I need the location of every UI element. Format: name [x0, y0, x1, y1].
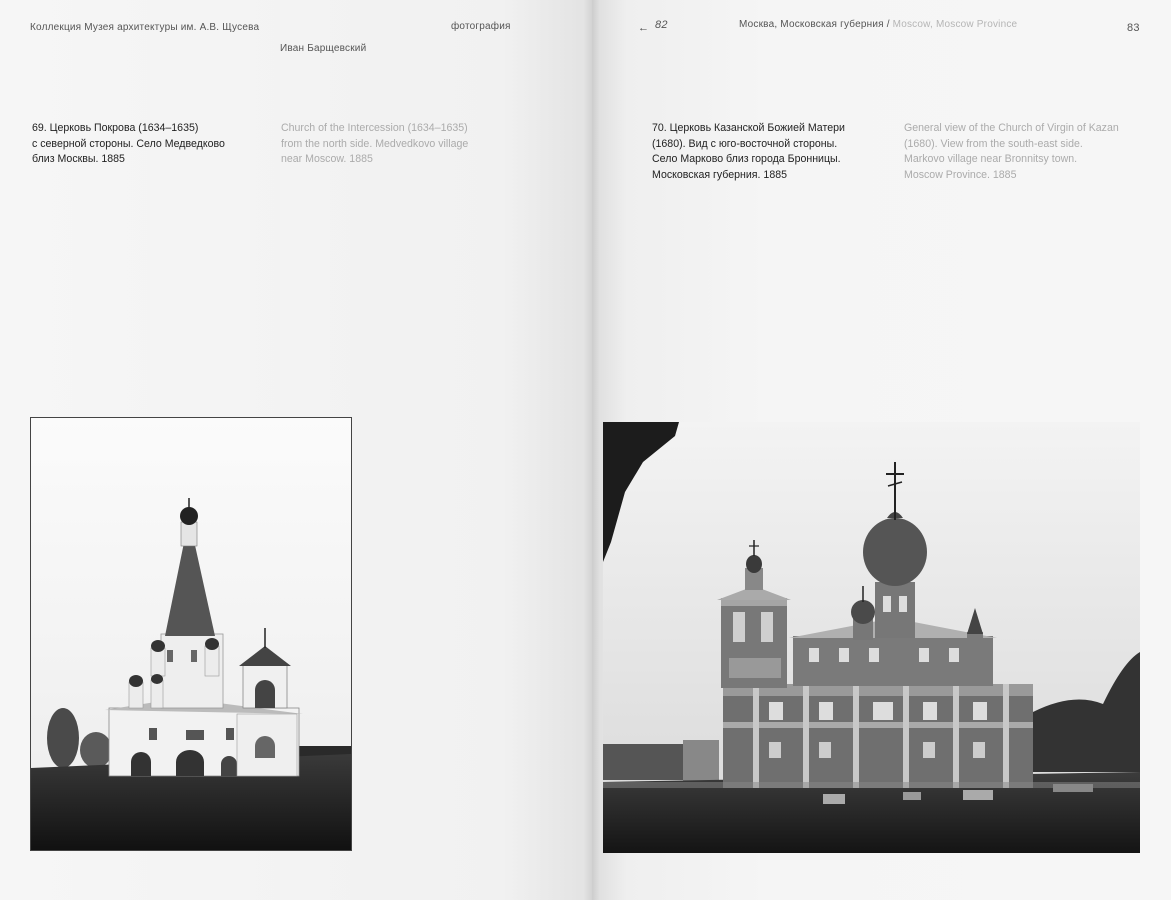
- running-header-collection: Коллекция Музея архитектуры им. А.В. Щусева: [30, 22, 260, 33]
- caption-line: Markovo village near Bronnitsy town.: [904, 153, 1078, 165]
- caption-line: (1680). Вид с юго-восточной стороны.: [652, 137, 838, 150]
- caption-69-en: [281, 121, 511, 168]
- caption-line: General view of the Church of Virgin of Kazan: [904, 122, 1119, 134]
- region-en: Moscow, Moscow Province: [892, 19, 1018, 30]
- caption-line: Московская губерния. 1885: [652, 168, 787, 181]
- caption-70-en: [904, 121, 1124, 183]
- book-gutter: [584, 0, 600, 900]
- region-ru: Москва, Московская губерния: [739, 19, 884, 30]
- page-number-left: 82: [655, 19, 668, 31]
- page-number-right: 83: [1127, 22, 1140, 34]
- region-separator: /: [883, 19, 893, 30]
- caption-line: Село Марково близ города Бронницы.: [652, 153, 841, 165]
- caption-70-ru: [652, 121, 888, 183]
- caption-line: 69. Церковь Покрова (1634–1635): [32, 122, 199, 134]
- church-intercession-image: [31, 418, 351, 850]
- running-header-region: [739, 19, 1017, 30]
- running-header-author: Иван Барщевский: [280, 43, 367, 54]
- caption-line: (1680). View from the south-east side.: [904, 137, 1083, 150]
- caption-line: from the north side. Medvedkovo village: [281, 137, 469, 150]
- caption-line: близ Москвы. 1885: [32, 153, 125, 165]
- caption-line: near Moscow. 1885: [281, 153, 373, 165]
- caption-69-ru: [32, 121, 262, 168]
- arrow-left-icon: ←: [638, 22, 650, 34]
- caption-line: Moscow Province. 1885: [904, 168, 1017, 181]
- caption-line: 70. Церковь Казанской Божией Матери: [652, 122, 845, 134]
- caption-line: с северной стороны. Село Медведково: [32, 137, 225, 150]
- photo-church-intercession: [30, 417, 352, 851]
- photo-church-virgin-kazan: [603, 422, 1140, 853]
- caption-line: Church of the Intercession (1634–1635): [281, 122, 468, 134]
- running-header-section: фотография: [451, 21, 511, 32]
- church-virgin-kazan-image: [603, 422, 1140, 853]
